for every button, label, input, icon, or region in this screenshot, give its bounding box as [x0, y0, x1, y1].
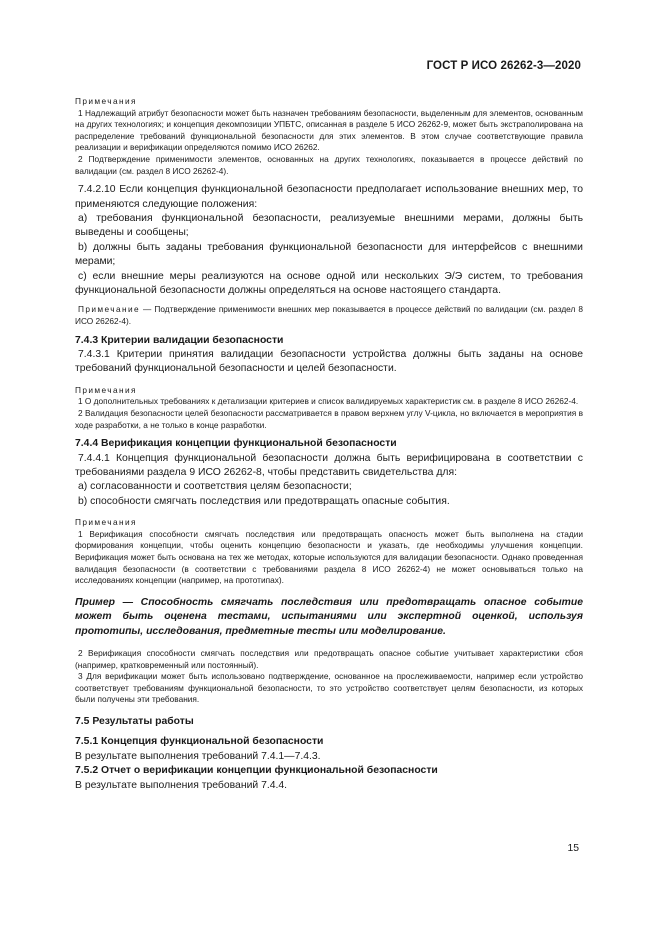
note-paragraph: 1 О дополнительных требованиях к детализации критериев и список валидируемых характеристик см. в разделе 8 ИСО 26262-4.	[78, 396, 579, 407]
document-header: ГОСТ Р ИСО 26262-3—2020	[426, 60, 581, 72]
example-paragraph: Пример — Способность смягчать последствия или предотвращать опасное событие может быть оценена тестами, испытаниями или экспертной оценкой, используя прототипы, исследования, предметные тесты или моделирование.	[75, 596, 583, 637]
page-number: 15	[567, 843, 579, 854]
note-label: Примечание	[78, 304, 141, 315]
subsection-text: В результате выполнения требований 7.4.4.	[75, 779, 288, 791]
section-title: 7.4.4 Верификация концепции функциональной безопасности	[75, 438, 397, 450]
note-paragraph: 2 Подтверждение применимости элементов, основанных на других технологиях, показывается в процессе действий по валидации (см. раздел 8 ИСО 26262-4).	[75, 153, 583, 176]
note-paragraph: 2 Валидация безопасности целей безопасности рассматривается в правом верхнем углу V-цикла, но включается в мероприятия в ходе разработки, а не только в конце разработки.	[75, 408, 583, 430]
list-item: a) требования функциональной безопасности, реализуемые внешними мерами, должны быть выведены и сообщены;	[75, 212, 583, 239]
list-item: a) согласованности и соответствия целям безопасности;	[78, 481, 352, 493]
section-title: 7.4.3 Критерии валидации безопасности	[75, 334, 284, 346]
subsection-text: В результате выполнения требований 7.4.1—7.4.3.	[75, 750, 321, 762]
notes-heading: Примечания	[75, 384, 137, 395]
section-title: 7.5 Результаты работы	[75, 715, 194, 727]
list-item: c) если внешние меры реализуются на основе одной или нескольких Э/Э систем, то требования функциональной безопасности должны определяться на основе настоящего стандарта.	[75, 270, 583, 296]
notes-heading: Примечания	[75, 517, 137, 528]
inline-note	[75, 304, 583, 327]
clause-paragraph: 7.4.2.10 Если концепция функциональной безопасности предполагает использование внешних мер, то применяются следующие положения:	[75, 184, 583, 210]
subsection-title: 7.5.2 Отчет о верификации концепции функциональной безопасности	[75, 765, 438, 777]
clause-paragraph: 7.4.3.1 Критерии принятия валидации безопасности устройства должны быть заданы на основе требований функциональной безопасности и целей безопасности.	[75, 349, 583, 375]
note-text: — Подтверждение применимости внешних мер показывается в процессе действий по валидации (см. раздел 8 ИСО 26262-4).	[75, 304, 583, 326]
subsection-title: 7.5.1 Концепция функциональной безопасности	[75, 736, 324, 748]
list-item: b) должны быть заданы требования функциональной безопасности для интерфейсов с внешними мерами;	[75, 241, 583, 268]
list-item: b) способности смягчать последствия или предотвращать опасные события.	[78, 495, 450, 507]
clause-paragraph: 7.4.4.1 Концепция функциональной безопасности должна быть верифицирована в соответствии с требованиями раздела 9 ИСО 26262-8, чтобы представить свидетельства для:	[75, 452, 583, 478]
note-paragraph: 1 Надлежащий атрибут безопасности может быть назначен требованиям безопасности, выделенным для элементов, основанным на других технологиях; и концепция декомпозиции УПБТС, описанная в разделе 5 ИСО 26262-9, может быть экстраполирована на распределение требований функциональной безопасности для этих элементов. В этом случае соответствующие правила реализации и верификации определяются помимо ИСО 26262.	[75, 107, 583, 153]
notes-heading: Примечания	[75, 96, 137, 106]
note-paragraph: 1 Верификация способности смягчать последствия или предотвращать опасность может быть выполнена на стадии формирования концепции, чтобы оценить концепцию безопасности и указать, где необходимы улучшения концепции. Верификация может быть основана на тех же методах, которые используются для валидации безопасности. Однако проведенная валидация безопасности (в соответствии с требованиями раздела 8 ИСО 26262-4) не может основываться только на исследованиях концепции (например, на прототипах).	[75, 528, 583, 586]
note-paragraph: 2 Верификация способности смягчать последствия или предотвращать опасное событие учитывает характеристики сбоя (например, кратковременный или постоянный).	[75, 648, 583, 670]
document-body	[75, 94, 583, 793]
note-paragraph: 3 Для верификации может быть использовано подтверждение, основанное на прослеживаемости, например если устройство соответствует требованиям функциональной безопасности, то это устройство соответствует целям безопасности, из которых были получены эти требования.	[75, 671, 583, 705]
